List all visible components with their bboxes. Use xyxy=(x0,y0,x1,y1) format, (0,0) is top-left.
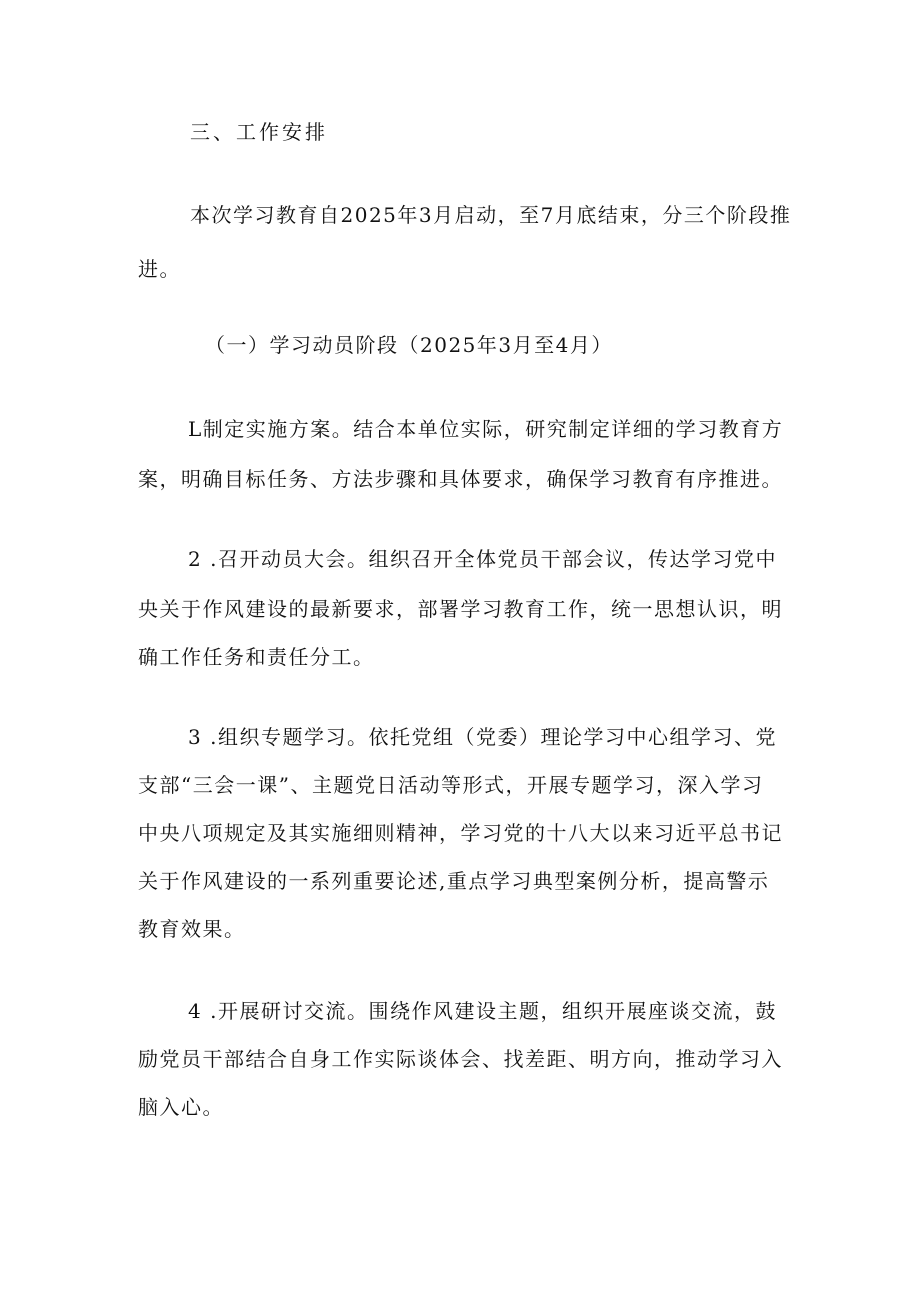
intro-line-1: 本次学习教育自2025年3月启动，至7月底结束，分三个阶段推 xyxy=(190,203,792,227)
item-3-line-4: 关于作风建设的一系列重要论述,重点学习典型案例分析，提高警示 xyxy=(138,869,770,893)
item-4-line-2: 励党员干部结合自身工作实际谈体会、找差距、明方向，推动学习入 xyxy=(138,1047,783,1071)
intro-line-2: 进。 xyxy=(138,257,181,281)
item-2-line-3: 确工作任务和责任分工。 xyxy=(138,645,375,669)
item-2-line-1: 2 .召开动员大会。组织召开全体党员干部会议，传达学习党中 xyxy=(188,547,777,571)
item-3-line-2: 支部“三会一课”、主题党日活动等形式，开展专题学习，深入学习 xyxy=(138,773,764,797)
item-2-line-2: 央关于作风建设的最新要求，部署学习教育工作，统一思想认识，明 xyxy=(138,597,783,621)
item-3-line-3: 中央八项规定及其实施细则精神，学习党的十八大以来习近平总书记 xyxy=(138,821,783,845)
item-3-line-1: 3 .组织专题学习。依托党组（党委）理论学习中心组学习、党 xyxy=(188,725,777,749)
phase-heading: （一）学习动员阶段（2025年3月至4月） xyxy=(205,333,613,357)
item-1-line-2: 案，明确目标任务、方法步骤和具体要求，确保学习教育有序推进。 xyxy=(138,467,783,491)
section-heading: 三、工作安排 xyxy=(190,120,328,144)
item-1-line-1: L制定实施方案。结合本单位实际，研究制定详细的学习教育方 xyxy=(188,417,784,441)
item-4-line-1: 4 .开展研讨交流。围绕作风建设主题，组织开展座谈交流，鼓 xyxy=(188,999,777,1023)
item-3-line-5: 教育效果。 xyxy=(138,917,246,941)
item-4-line-3: 脑入心。 xyxy=(138,1095,224,1119)
